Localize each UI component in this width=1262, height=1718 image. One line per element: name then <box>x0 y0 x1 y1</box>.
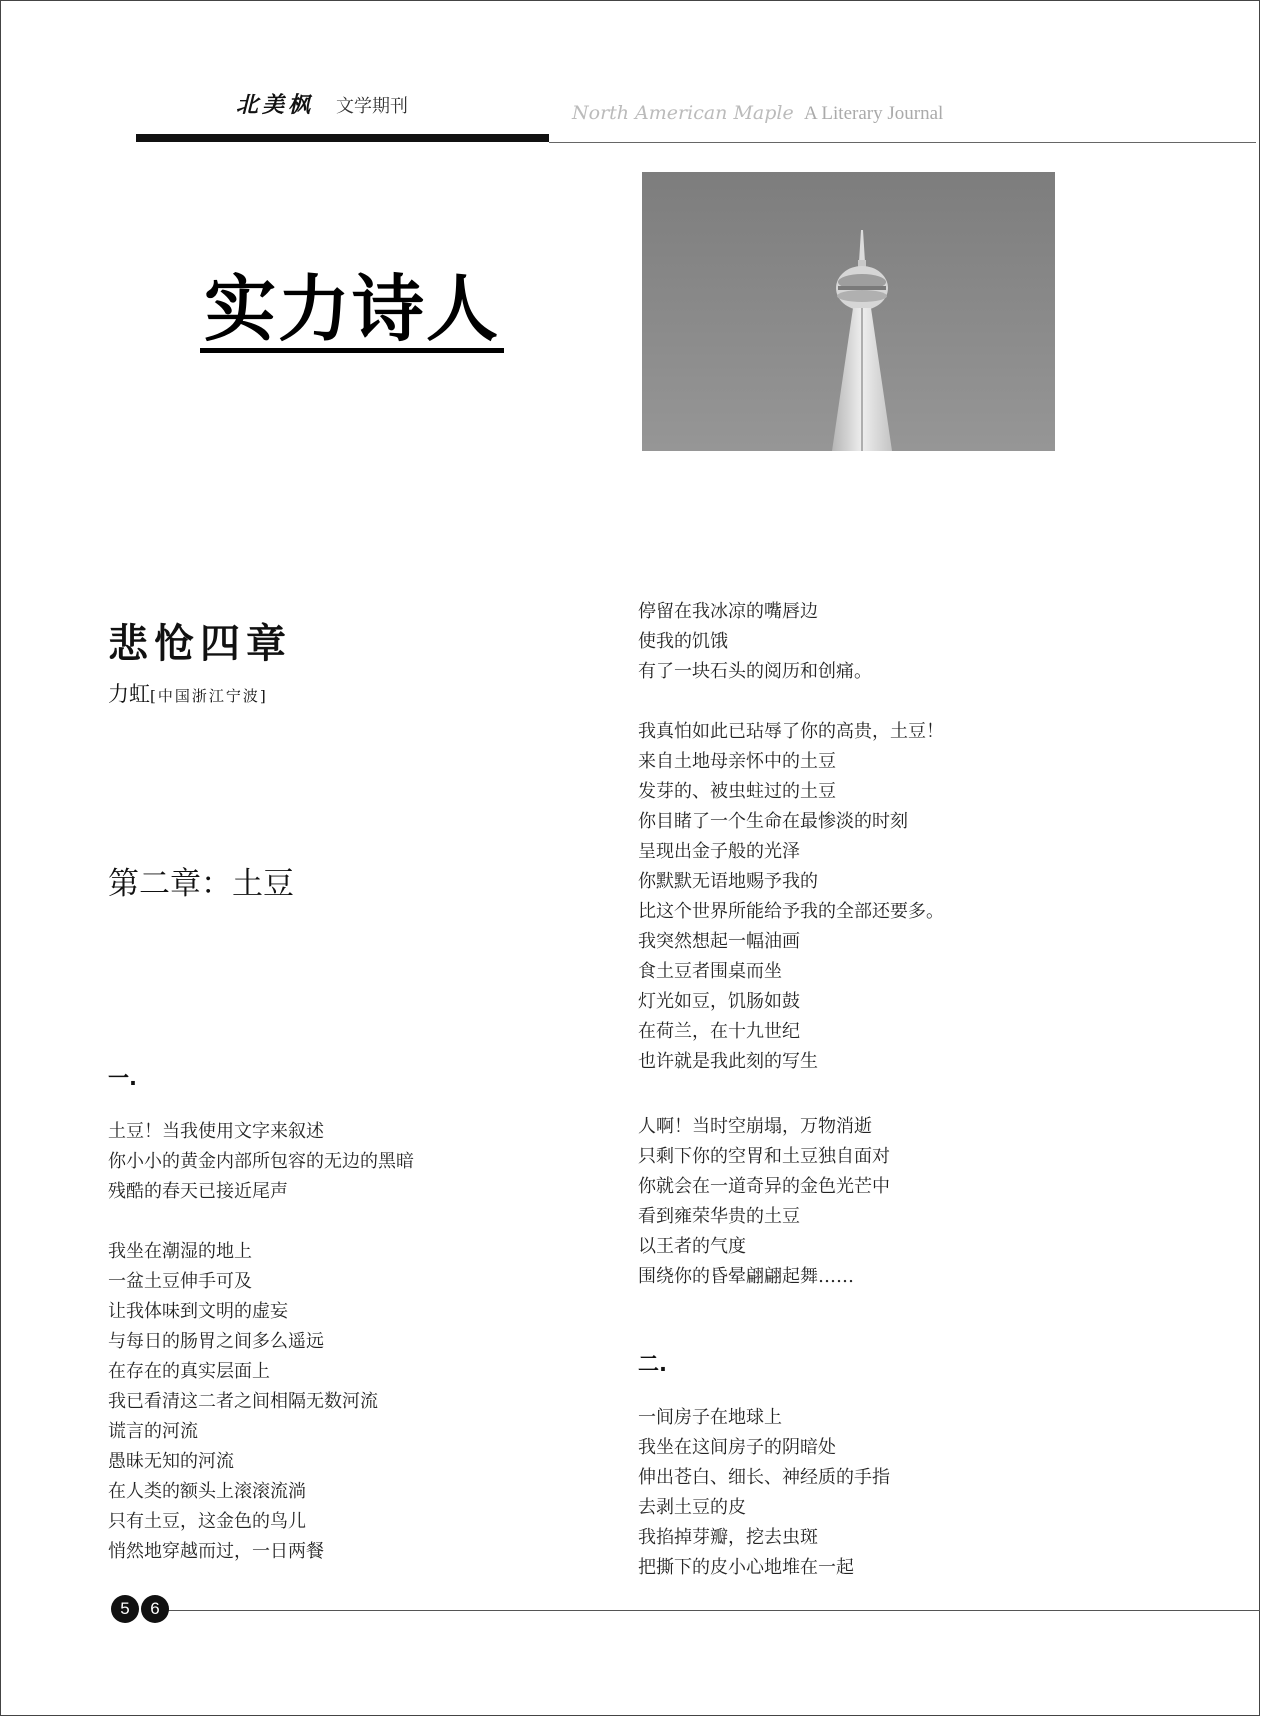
poem-title: 悲怆四章 <box>108 621 292 667</box>
stanza <box>108 1117 414 1207</box>
author-location: [中国浙江宁波] <box>150 687 268 705</box>
verse-line: 让我体味到文明的虚妄 <box>108 1301 288 1322</box>
verse-line: 围绕你的昏晕翩翩起舞…… <box>638 1266 854 1287</box>
stanza <box>638 717 944 1077</box>
verse-line: 你小小的黄金内部所包容的无边的黑暗 <box>108 1151 414 1172</box>
verse-line: 我已看清这二者之间相隔无数河流 <box>108 1391 378 1412</box>
verse-line: 我掐掉芽瓣，挖去虫斑 <box>638 1527 818 1548</box>
verse-line: 谎言的河流 <box>108 1421 198 1442</box>
verse-line: 人啊！当时空崩塌，万物消逝 <box>638 1116 872 1137</box>
verse-line: 在荷兰，在十九世纪 <box>638 1021 800 1042</box>
verse-line: 停留在我冰凉的嘴唇边 <box>638 601 818 622</box>
chapter-title: 第二章：土豆 <box>108 866 294 902</box>
stanza <box>638 1403 890 1583</box>
verse-line: 你目睹了一个生命在最惨淡的时刻 <box>638 811 908 832</box>
verse-line: 我坐在潮湿的地上 <box>108 1241 252 1262</box>
page-number-digit: 6 <box>141 1595 169 1623</box>
verse-line: 以王者的气度 <box>638 1236 746 1257</box>
verse-line: 灯光如豆，饥肠如鼓 <box>638 991 800 1012</box>
verse-line: 土豆！当我使用文字来叙述 <box>108 1121 324 1142</box>
part-mark-2: 二. <box>638 1352 667 1376</box>
verse-line: 你默默无语地赐予我的 <box>638 871 818 892</box>
verse-line: 也许就是我此刻的写生 <box>638 1051 818 1072</box>
verse-line: 比这个世界所能给予我的全部还要多。 <box>638 901 944 922</box>
journal-cn-title: 北美枫 <box>236 92 315 118</box>
verse-line: 你就会在一道奇异的金色光芒中 <box>638 1176 890 1197</box>
verse-line: 悄然地穿越而过，一日两餐 <box>108 1541 324 1562</box>
verse-line: 残酷的春天已接近尾声 <box>108 1181 288 1202</box>
page-number-digit: 5 <box>111 1595 139 1623</box>
verse-line: 愚昧无知的河流 <box>108 1451 234 1472</box>
verse-line: 只剩下你的空胃和土豆独自面对 <box>638 1146 890 1167</box>
journal-en-title: North American Maple <box>572 102 794 124</box>
header-rule-thick <box>136 134 549 142</box>
verse-line: 使我的饥饿 <box>638 631 728 652</box>
verse-line: 呈现出金子般的光泽 <box>638 841 800 862</box>
stanza <box>638 597 872 687</box>
verse-line: 与每日的肠胃之间多么遥远 <box>108 1331 324 1352</box>
verse-line: 来自土地母亲怀中的土豆 <box>638 751 836 772</box>
verse-line: 发芽的、被虫蛀过的土豆 <box>638 781 836 802</box>
verse-line: 一盆土豆伸手可及 <box>108 1271 252 1292</box>
verse-line: 去剥土豆的皮 <box>638 1497 746 1518</box>
stanza <box>638 1112 890 1292</box>
verse-line: 食土豆者围桌而坐 <box>638 961 782 982</box>
stanza <box>108 1237 378 1567</box>
journal-en-subtitle: A Literary Journal <box>804 103 944 124</box>
verse-line: 在存在的真实层面上 <box>108 1361 270 1382</box>
verse-line: 我突然想起一幅油画 <box>638 931 800 952</box>
verse-line: 我真怕如此已玷辱了你的高贵，土豆！ <box>638 721 944 742</box>
header-rule-thin <box>549 142 1256 143</box>
poem-author <box>108 678 268 708</box>
verse-line: 我坐在这间房子的阴暗处 <box>638 1437 836 1458</box>
verse-line: 只有土豆，这金色的鸟儿 <box>108 1511 306 1532</box>
section-title: 实力诗人 <box>200 270 504 353</box>
tower-photo <box>642 172 1055 451</box>
verse-line: 在人类的额头上滚滚流淌 <box>108 1481 306 1502</box>
author-name: 力虹 <box>108 682 150 706</box>
journal-cn-subtitle: 文学期刊 <box>336 96 408 117</box>
footer-rule <box>168 1610 1260 1611</box>
tower-photo-icon <box>642 172 1055 451</box>
verse-line: 有了一块石头的阅历和创痛。 <box>638 661 872 682</box>
verse-line: 一间房子在地球上 <box>638 1407 782 1428</box>
verse-line: 看到雍荣华贵的土豆 <box>638 1206 800 1227</box>
part-mark-1: 一. <box>108 1066 137 1090</box>
verse-line: 把撕下的皮小心地堆在一起 <box>638 1557 854 1578</box>
verse-line: 伸出苍白、细长、神经质的手指 <box>638 1467 890 1488</box>
